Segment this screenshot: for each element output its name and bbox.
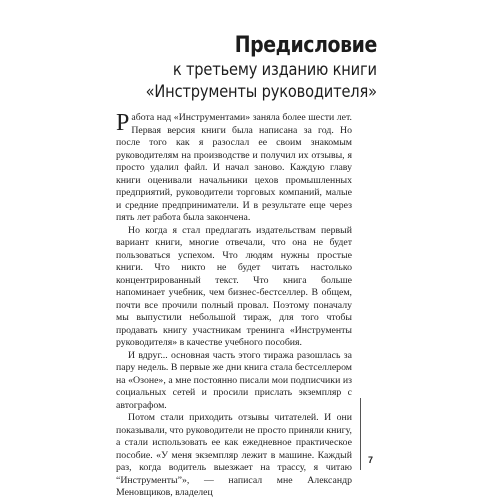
paragraph-4: Потом стали приходить отзывы читателей. И они показывали, что руководители не просто приняли книгу, а стали использовать ее как ежедневное практическое пособие. «У меня экземпляр лежит в машине. Каждый раз, когда водитель выезжает на трассу, я читаю “Инструменты”», — написал мне Александр Меновщиков, владелец	[116, 412, 352, 498]
paragraph-1-text: абота над «Инструментами» заняла более шести лет. Первая версия книги была написана за год. Но после того как я разослал ее своим знакомым руководителям на производстве и получил их отзывы, я просто удалил файл. И начал заново. Каждую главу книги оценивали начальники цехов промышленных предприятий, руководители торговых компаний, малые и средние предприниматели. И в результате еще через пять лет работа была закончена.	[116, 112, 352, 223]
paragraph-2: Но когда я стал предлагать издательствам первый вариант книги, многие отвечали, что она не будет пользоваться успехом. Что людям нужны простые книги. Что никто не будет читать настолько концентрированный текст. Что книга больше напоминает учебник, чем бизнес-бестселлер. В общем, почти все прочили полный провал. Поэтому поначалу мы выпустили небольшой тираж, для того чтобы продавать книгу участникам тренинга «Инструменты руководителя» в качестве учебного пособия.	[116, 224, 352, 348]
chapter-subtitle-line-1: к третьему изданию книги	[172, 60, 377, 80]
chapter-title: Предисловие	[234, 33, 377, 58]
drop-cap: Р	[116, 110, 130, 136]
paragraph-3: И вдруг... основная часть этого тиража разошлась за пару недель. В первые же дни книга стала бестселлером на «Озоне», а мне постоянно писали мои подписчики из социальных сетей и просили прислать экземпляр с автографом.	[116, 349, 352, 411]
chapter-subtitle-line-2: «Инструменты руководителя»	[145, 82, 377, 102]
page-number: 7	[368, 455, 374, 465]
page-number-rule	[360, 398, 361, 470]
chapter-heading	[108, 33, 377, 103]
body-text	[116, 112, 352, 500]
paragraph-1	[116, 112, 352, 225]
